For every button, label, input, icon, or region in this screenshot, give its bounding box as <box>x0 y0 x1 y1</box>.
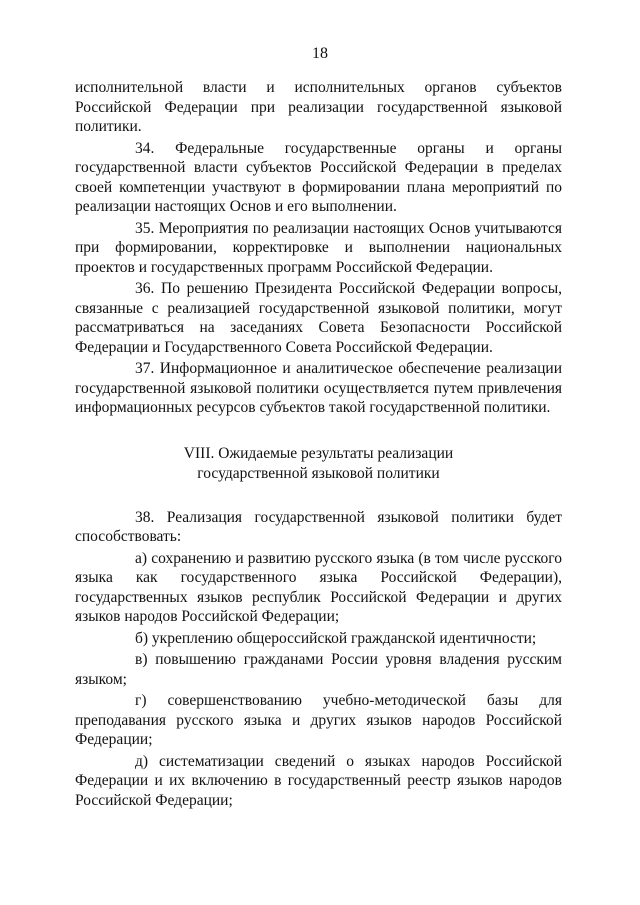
paragraph: д) систематизации сведений о языках народов Российской Федерации и их включению в государственный реестр языков народов Российской Федерации; <box>75 752 562 809</box>
paragraph: а) сохранению и развитию русского языка (в том числе русского языка как государственного языка Российской Федерации), государственных языков республик Российской Федерации и других языков народов Российской Федерации; <box>75 549 562 625</box>
paragraph: 35. Мероприятия по реализации настоящих Основ учитываются при формировании, корректировке и выполнении национальных проектов и государственных программ Российской Федерации. <box>75 219 562 276</box>
page-number: 18 <box>312 45 328 62</box>
section-title-line-2: государственной языковой политики <box>197 464 440 482</box>
paragraph: 38. Реализация государственной языковой политики будет способствовать: <box>75 508 562 545</box>
paragraph: г) совершенствованию учебно-методической базы для преподавания русского языка и других языков народов Российской Федерации; <box>75 692 562 748</box>
paragraphs-before-section <box>75 78 562 418</box>
paragraph: 37. Информационное и аналитическое обеспечение реализации государственной языковой политики осуществляется путем привлечения информационных ресурсов субъектов такой государственной политики. <box>75 360 562 416</box>
section-title-line-1: VIII. Ожидаемые результаты реализации <box>183 444 454 462</box>
paragraph: 34. Федеральные государственные органы и органы государственной власти субъектов Российской Федерации в пределах своей компетенции участвуют в формировании плана мероприятий по реализации настоящих Основ и его выполнении. <box>75 139 562 215</box>
paragraph: в) повышению гражданами России уровня владения русским языком; <box>75 651 562 688</box>
section-title <box>75 444 562 484</box>
paragraph: исполнительной власти и исполнительных органов субъектов Российской Федерации при реализации государственной языковой политики. <box>75 79 562 135</box>
paragraphs-after-section <box>75 508 562 811</box>
paragraph: б) укреплению общероссийской гражданской идентичности; <box>135 629 537 647</box>
document-body <box>75 78 562 810</box>
paragraph: 36. По решению Президента Российской Федерации вопросы, связанные с реализацией государственной языковой политики, могут рассматриваться на заседаниях Совета Безопасности Российской Федерации и Государственного Совета Российской Федерации. <box>75 280 562 356</box>
